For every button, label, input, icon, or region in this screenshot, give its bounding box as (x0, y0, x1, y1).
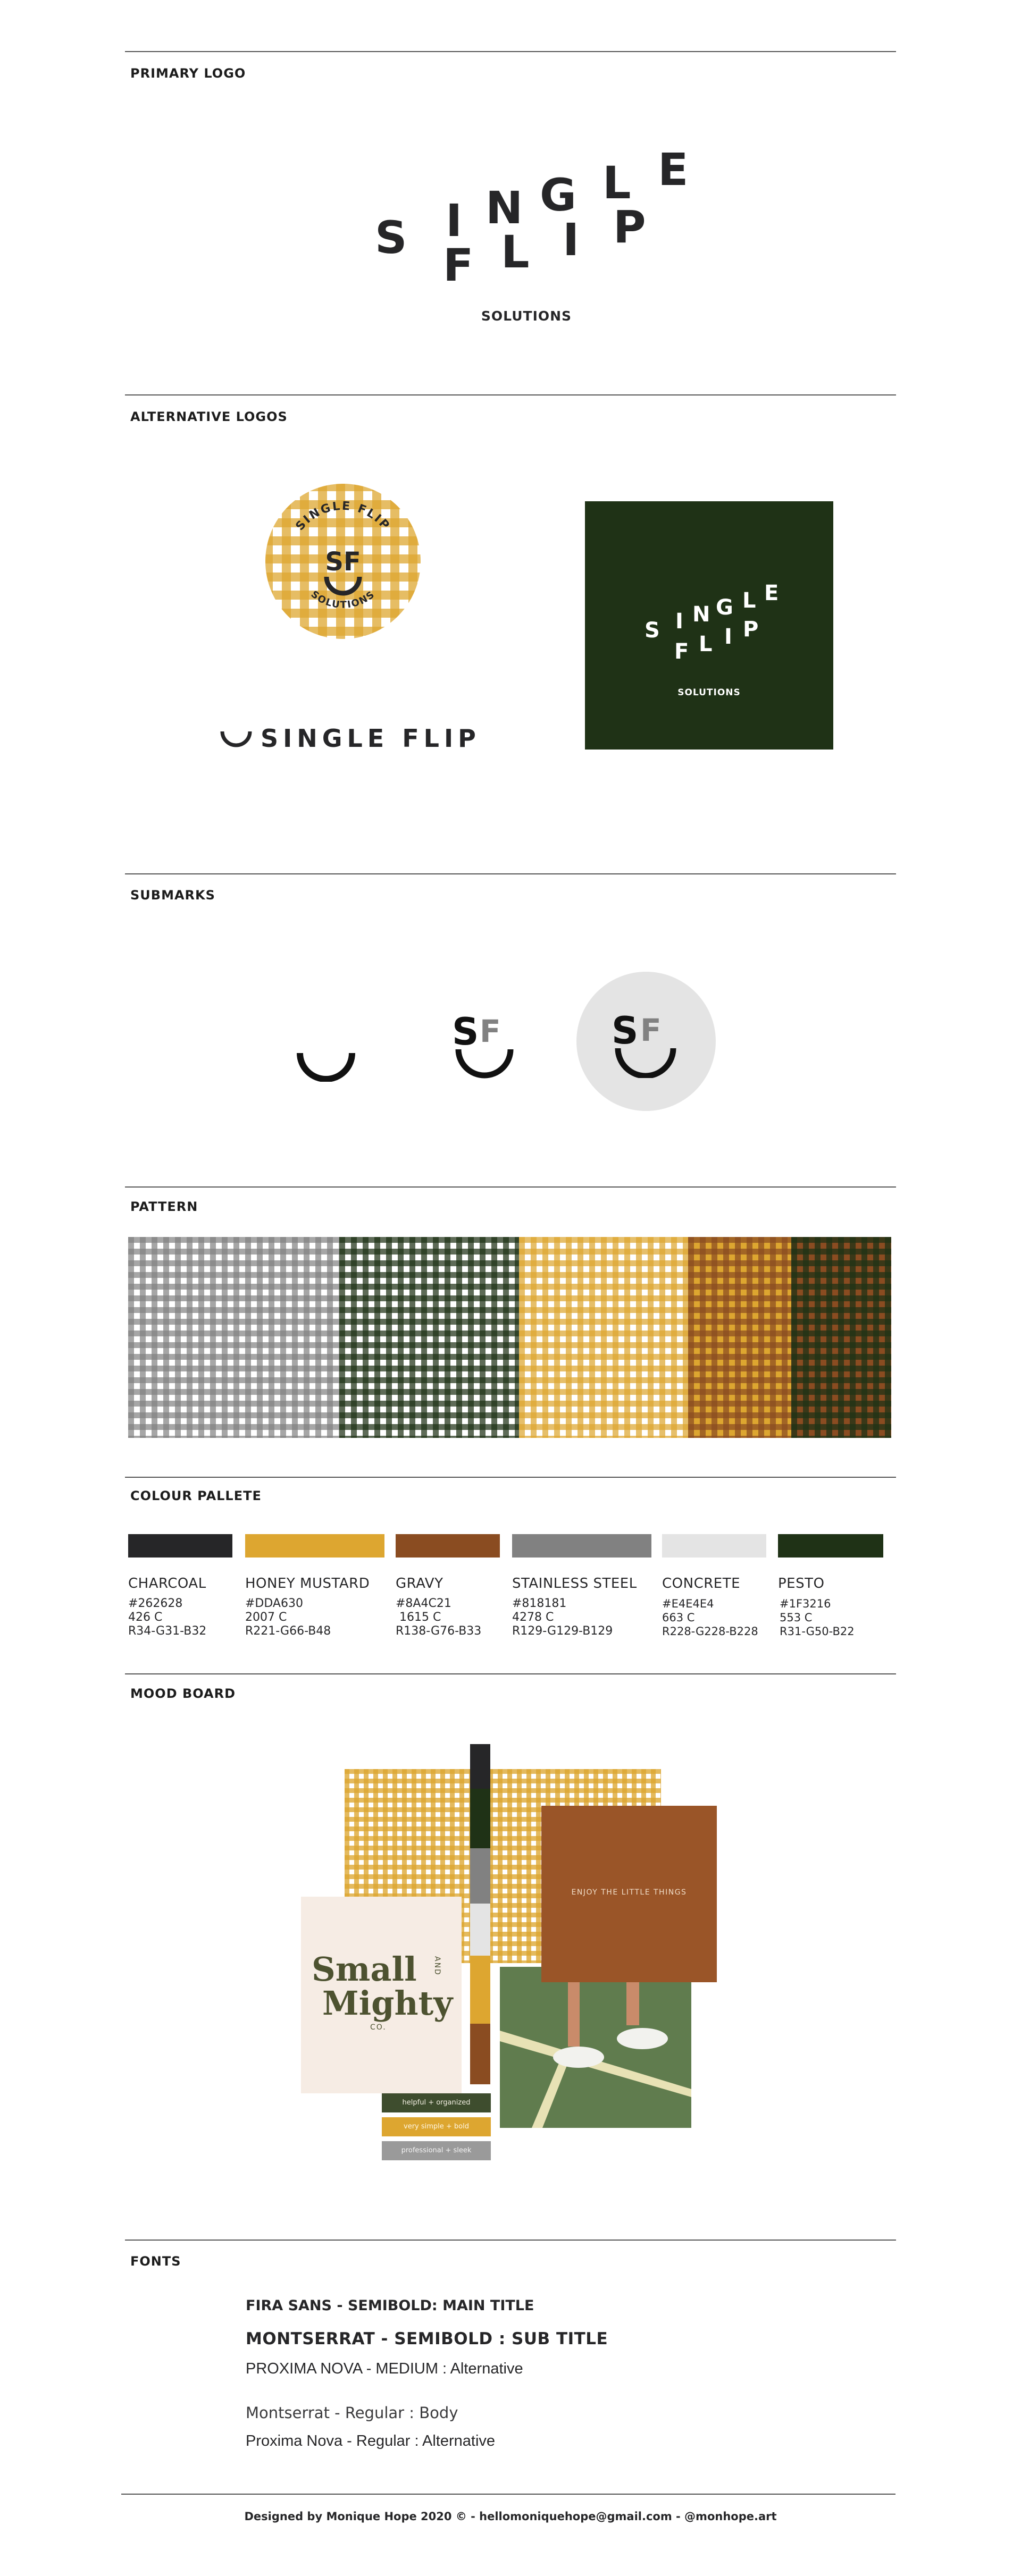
logo-letter: G (716, 595, 733, 620)
quote-text: ENJOY THE LITTLE THINGS (571, 1888, 687, 1897)
color-pantone: 2007 C (245, 1611, 287, 1624)
font-sample-sub-title: MONTSERRAT - SEMIBOLD : SUB TITLE (246, 2329, 608, 2348)
badge-bottom-text: SOLUTIONS (308, 588, 378, 611)
section-title-submarks: SUBMARKS (130, 888, 215, 903)
logo-letter: F (443, 239, 474, 291)
brand-and: AND (433, 1956, 441, 1976)
font-sample-alternative-medium: PROXIMA NOVA - MEDIUM : Alternative (246, 2360, 523, 2377)
color-swatch (245, 1534, 384, 1558)
gingham-badge (264, 482, 422, 641)
divider (121, 2494, 896, 2495)
color-codes (780, 1597, 855, 1638)
color-swatch (662, 1534, 766, 1558)
color-rgb: R138-G76-B33 (396, 1624, 482, 1638)
smile-icon (296, 1050, 356, 1082)
wordmark-text: SINGLE FLIP (261, 724, 481, 753)
color-name: STAINLESS STEEL (512, 1576, 637, 1592)
color-pantone: 1615 C (396, 1611, 441, 1624)
submark-circle (576, 972, 716, 1111)
divider (125, 394, 896, 395)
smile-icon (455, 1047, 514, 1079)
pattern-gravy-pesto (791, 1237, 891, 1438)
color-swatch (512, 1534, 651, 1558)
color-name: HONEY MUSTARD (245, 1576, 370, 1592)
divider (125, 51, 896, 52)
pesto-square-logo (585, 501, 833, 750)
color-hex: #8A4C21 (396, 1597, 451, 1610)
submark-smile (296, 1050, 356, 1082)
brand-co: CO. (370, 2023, 387, 2032)
color-rgb: R129-G129-B129 (512, 1624, 613, 1638)
color-pantone: 426 C (128, 1611, 163, 1624)
mood-tag: professional + sleek (382, 2141, 491, 2160)
color-name: GRAVY (396, 1576, 443, 1592)
divider (125, 1186, 896, 1188)
mood-tag: very simple + bold (382, 2117, 491, 2136)
logo-letter: L (742, 588, 756, 613)
color-name: CHARCOAL (128, 1576, 206, 1592)
square-tagline: SOLUTIONS (677, 687, 741, 698)
mood-color-strip (470, 1744, 490, 2084)
logo-letter: P (613, 201, 646, 253)
font-sample-body: Montserrat - Regular : Body (246, 2404, 458, 2422)
submark-sf (450, 1010, 519, 1079)
logo-letter: L (501, 226, 530, 278)
brand-mighty: Mighty (322, 1984, 453, 2023)
badge-mark: SF (325, 547, 361, 577)
divider (125, 1477, 896, 1478)
font-sample-alternative-regular: Proxima Nova - Regular : Alternative (246, 2432, 496, 2449)
logo-letter: I (724, 625, 732, 649)
logo-letter: I (446, 195, 463, 247)
brand-small: Small (312, 1950, 417, 1989)
mood-photo-tennis (500, 1967, 691, 2128)
badge-top-text: SINGLE FLIP (293, 499, 393, 534)
color-rgb: R221-G66-B48 (245, 1624, 331, 1638)
smile-icon (615, 1046, 676, 1078)
mood-quote-card (541, 1806, 717, 1982)
logo-letter: N (692, 602, 710, 627)
section-title-mood-board: MOOD BOARD (130, 1686, 236, 1701)
logo-letter: L (699, 632, 713, 656)
color-hex: #262628 (128, 1597, 183, 1610)
submark-f: F (480, 1013, 501, 1049)
divider (125, 873, 896, 874)
color-swatch (396, 1534, 500, 1558)
mood-tag: helpful + organized (382, 2093, 491, 2112)
section-title-pattern: PATTERN (130, 1199, 198, 1214)
color-codes (396, 1597, 481, 1638)
mood-brand-card (301, 1897, 462, 2093)
footer-credit: Designed by Monique Hope 2020 © - hellomoniquehope@gmail.com - @monhope.art (244, 2510, 777, 2523)
section-title-fonts: FONTS (130, 2254, 181, 2269)
logo-letter: G (540, 169, 576, 221)
pattern-honey (519, 1237, 688, 1438)
pattern-gravy-honey (688, 1237, 791, 1438)
logo-letter: L (602, 157, 631, 209)
color-hex: #E4E4E4 (662, 1597, 714, 1610)
color-codes (662, 1597, 758, 1638)
logo-letter: N (486, 182, 523, 234)
logo-letter: S (645, 618, 660, 643)
divider (125, 2240, 896, 2241)
pattern-pesto (339, 1237, 519, 1438)
color-swatch (778, 1534, 883, 1558)
color-hex: #DDA630 (245, 1597, 303, 1610)
color-hex: #818181 (512, 1597, 567, 1610)
submark-s: S (452, 1010, 479, 1054)
color-codes (245, 1597, 331, 1638)
submark-s: S (612, 1009, 639, 1053)
section-title-alternative-logos: ALTERNATIVE LOGOS (130, 409, 288, 424)
section-title-primary-logo: PRIMARY LOGO (130, 66, 246, 81)
color-rgb: R34-G31-B32 (128, 1624, 207, 1638)
logo-letter: S (375, 212, 407, 264)
color-pantone: 553 C (780, 1611, 813, 1624)
submark-f: F (640, 1012, 662, 1048)
color-pantone: 663 C (662, 1611, 695, 1624)
pattern-steel (128, 1237, 339, 1438)
divider (125, 1673, 896, 1674)
font-sample-main-title: FIRA SANS - SEMIBOLD: MAIN TITLE (246, 2297, 534, 2314)
color-codes (512, 1597, 613, 1638)
color-rgb: R228-G228-B228 (662, 1625, 758, 1638)
logo-letter: F (674, 639, 689, 664)
logo-letter: I (563, 214, 580, 266)
color-swatch (128, 1534, 232, 1558)
logo-letter: E (658, 144, 689, 196)
logo-letter: I (675, 609, 683, 634)
color-name: CONCRETE (662, 1576, 741, 1592)
logo-letter: E (764, 581, 779, 605)
color-codes (128, 1597, 206, 1638)
color-rgb: R31-G50-B22 (780, 1625, 855, 1638)
color-hex: #1F3216 (780, 1597, 831, 1610)
color-name: PESTO (778, 1576, 825, 1592)
smile-icon (219, 728, 253, 750)
logo-tagline: SOLUTIONS (481, 308, 572, 324)
color-pantone: 4278 C (512, 1611, 554, 1624)
logo-letter: P (743, 617, 759, 642)
section-title-colour-pallete: COLOUR PALLETE (130, 1488, 262, 1503)
